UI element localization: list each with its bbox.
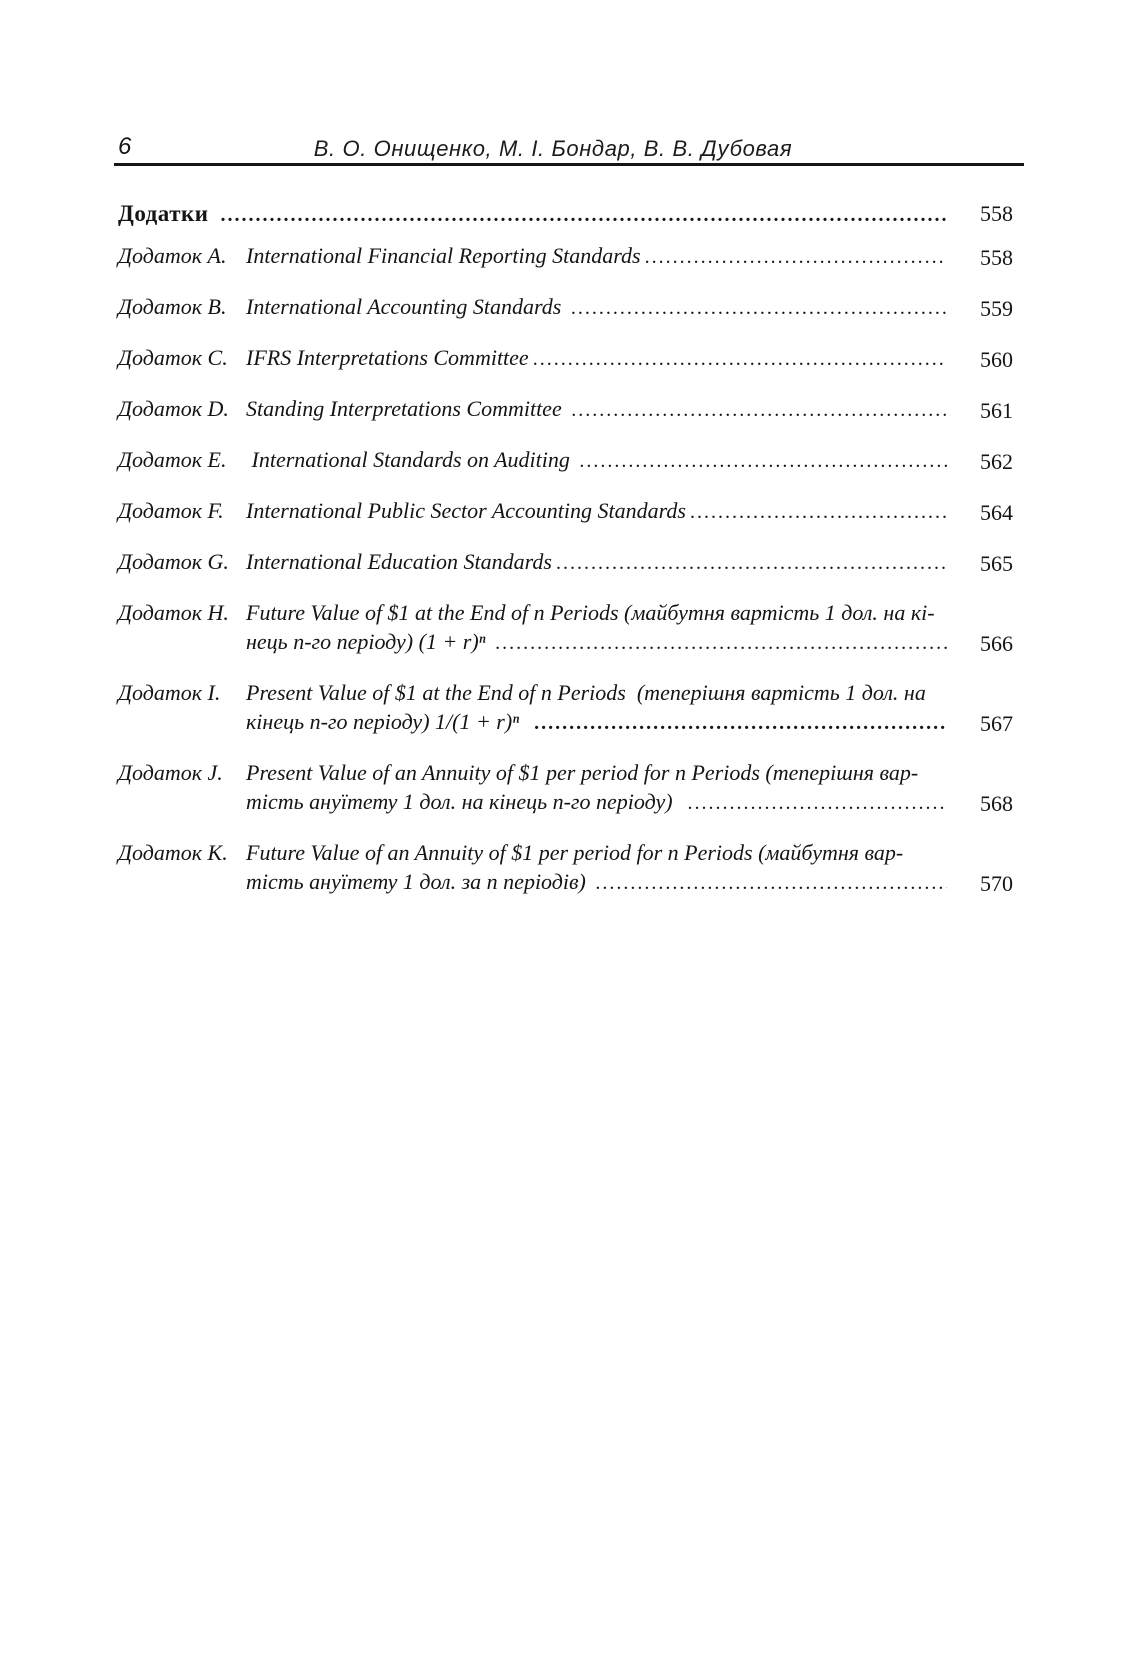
entry-label: Додаток B. bbox=[118, 294, 227, 319]
entry-title-line: Standing Interpretations Committee bbox=[246, 396, 568, 421]
leader-dots bbox=[591, 869, 947, 898]
entry-page-number: 566 bbox=[980, 631, 1013, 656]
toc-heading-page-number: 558 bbox=[980, 201, 1013, 226]
entry-label: Додаток C. bbox=[118, 345, 228, 370]
entry-main bbox=[118, 547, 947, 578]
header-rule bbox=[114, 163, 1024, 166]
entry-main bbox=[118, 445, 947, 476]
entry-label: Додаток F. bbox=[118, 498, 224, 523]
entry-line bbox=[118, 496, 947, 527]
entry-main bbox=[118, 292, 947, 323]
entry-title-line: нець n-го періоду) (1 + r)ⁿ bbox=[246, 629, 492, 654]
entry-label: Додаток E. bbox=[118, 447, 227, 472]
entry-main bbox=[118, 394, 947, 425]
entry-page-number: 564 bbox=[980, 500, 1013, 525]
entry-label: Додаток J. bbox=[118, 760, 223, 785]
entry-title-line: кінець n-го періоду) 1/(1 + r)ⁿ bbox=[246, 709, 531, 734]
leader-dots bbox=[529, 345, 947, 374]
entry-title-line: Future Value of $1 at the End of n Periods (майбутня вартість 1 дол. на кі- bbox=[246, 600, 935, 625]
toc-entry bbox=[118, 343, 1013, 374]
entry-page-number: 562 bbox=[980, 449, 1013, 474]
entry-line bbox=[118, 627, 947, 658]
entry-title-line: International Financial Reporting Standards bbox=[246, 243, 641, 268]
entry-line bbox=[118, 445, 947, 476]
entry-line bbox=[118, 678, 947, 707]
leader-dots bbox=[686, 498, 947, 527]
entry-main bbox=[118, 598, 947, 658]
entry-title-line: тість ануїтету 1 дол. за n періодів) bbox=[246, 869, 592, 894]
leader-dots bbox=[641, 243, 947, 272]
entry-line bbox=[118, 707, 947, 738]
toc-entry bbox=[118, 292, 1013, 323]
entry-main bbox=[118, 838, 947, 898]
entry-title-line: International Standards on Auditing bbox=[246, 447, 576, 472]
entry-line bbox=[118, 547, 947, 578]
leader-dots bbox=[530, 709, 947, 738]
leader-dots bbox=[552, 549, 947, 578]
entry-line bbox=[118, 867, 947, 898]
toc-entry bbox=[118, 496, 1013, 527]
entry-main bbox=[118, 241, 947, 272]
toc-entry bbox=[118, 445, 1013, 476]
entry-page-number: 561 bbox=[980, 398, 1013, 423]
entry-page-number: 558 bbox=[980, 245, 1013, 270]
entry-page-number: 567 bbox=[980, 711, 1013, 736]
entry-line bbox=[118, 598, 947, 627]
entry-title-line: Present Value of an Annuity of $1 per period for n Periods (теперішня вар- bbox=[246, 760, 919, 785]
entry-page-number: 568 bbox=[980, 791, 1013, 816]
entry-main bbox=[118, 496, 947, 527]
entry-label: Додаток H. bbox=[118, 600, 229, 625]
entry-line bbox=[118, 292, 947, 323]
header-running-title: В. О. Онищенко, М. І. Бондар, В. В. Дубовая bbox=[313, 136, 793, 161]
entry-line bbox=[118, 838, 947, 867]
entry-page-number: 565 bbox=[980, 551, 1013, 576]
entry-page-number: 560 bbox=[980, 347, 1013, 372]
toc-entry bbox=[118, 758, 1013, 818]
leader-dots bbox=[684, 789, 947, 818]
entry-line bbox=[118, 787, 947, 818]
toc-entry bbox=[118, 838, 1013, 898]
leader-dots bbox=[567, 294, 947, 323]
entry-page-number: 570 bbox=[980, 871, 1013, 896]
leader-dots bbox=[209, 201, 947, 230]
entry-main bbox=[118, 343, 947, 374]
entry-title-line: International Education Standards bbox=[246, 549, 552, 574]
toc-entry bbox=[118, 241, 1013, 272]
leader-dots bbox=[575, 447, 947, 476]
entry-label: Додаток K. bbox=[118, 840, 228, 865]
toc-entry bbox=[118, 547, 1013, 578]
entry-line bbox=[118, 758, 947, 787]
entry-label: Додаток D. bbox=[118, 396, 229, 421]
header-page-number: 6 bbox=[118, 133, 132, 160]
entry-line bbox=[118, 241, 947, 272]
entry-label: Додаток A. bbox=[118, 243, 227, 268]
entry-label: Додаток G. bbox=[118, 549, 229, 574]
toc-entry bbox=[118, 598, 1013, 658]
leader-dots bbox=[567, 396, 947, 425]
entry-title-line: Present Value of $1 at the End of n Periods (теперішня вартість 1 дол. на bbox=[246, 680, 926, 705]
entry-line bbox=[118, 343, 947, 374]
entry-title-line: International Public Sector Accounting Standards bbox=[246, 498, 686, 523]
entry-title-line: International Accounting Standards bbox=[246, 294, 567, 319]
toc-entry bbox=[118, 678, 1013, 738]
entry-main bbox=[118, 758, 947, 818]
entry-title-line: тість ануїтету 1 дол. на кінець n-го періоду) bbox=[246, 789, 684, 814]
toc-entries bbox=[118, 241, 1013, 898]
entry-label: Додаток I. bbox=[118, 680, 221, 705]
toc-heading-label: Додатки bbox=[118, 201, 209, 226]
entry-main bbox=[118, 678, 947, 738]
entry-page-number: 559 bbox=[980, 296, 1013, 321]
leader-dots bbox=[491, 629, 947, 658]
toc bbox=[118, 199, 1013, 918]
entry-line bbox=[118, 394, 947, 425]
toc-entry bbox=[118, 394, 1013, 425]
toc-heading bbox=[118, 199, 1013, 230]
entry-title-line: Future Value of an Annuity of $1 per period for n Periods (майбутня вар- bbox=[246, 840, 904, 865]
entry-title-line: IFRS Interpretations Committee bbox=[246, 345, 529, 370]
